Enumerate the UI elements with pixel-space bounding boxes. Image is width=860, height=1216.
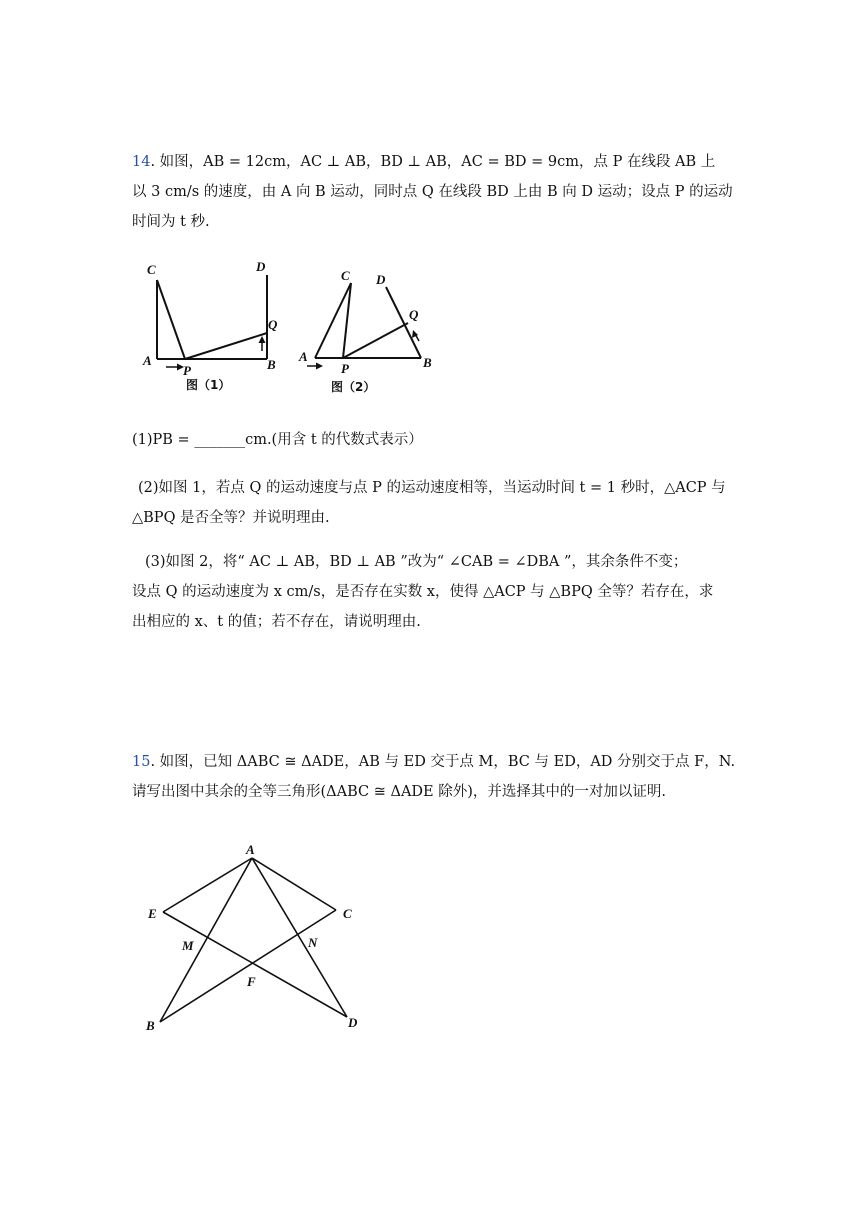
- p15-number: 15: [132, 754, 151, 770]
- p14-question-3-line-1: (3)如图 2，将“ AC ⊥ AB，BD ⊥ AB ”改为“ ∠CAB = ∠DBA ”，其余条件不变；: [145, 554, 688, 570]
- fig2-caption: 图（2）: [331, 380, 376, 394]
- p15-label-f: F: [247, 974, 256, 989]
- p14-number: 14: [132, 154, 151, 170]
- fig1-label-q: Q: [268, 317, 278, 332]
- p14-question-3-line-3: 出相应的 x、t 的值；若不存在，请说明理由.: [132, 614, 421, 630]
- fig1-label-d: D: [256, 259, 266, 274]
- fig2-label-q: Q: [409, 307, 419, 322]
- p14-figure-2: [295, 265, 445, 395]
- p14-question-3-line-2: 设点 Q 的运动速度为 x cm/s，是否存在实数 x，使得 △ACP 与 △BPQ 全等？若存在，求: [132, 584, 714, 600]
- p15-label-c: C: [343, 906, 352, 921]
- p15-label-n: N: [308, 935, 318, 950]
- fig2-label-a: A: [299, 349, 308, 364]
- p14-line-1: [132, 152, 715, 172]
- p14-line-1-text: . 如图，AB = 12cm，AC ⊥ AB，BD ⊥ AB，AC = BD = 9cm，点 P 在线段 AB 上: [150, 154, 716, 170]
- p15-label-a: A: [246, 842, 255, 857]
- p14-line-3: 时间为 t 秒.: [132, 214, 210, 230]
- fig2-label-p: P: [341, 361, 349, 376]
- p15-line-2: 请写出图中其余的全等三角形(ΔABC ≅ ΔADE 除外)，并选择其中的一对加以证明.: [132, 784, 667, 800]
- fig2-label-c: C: [341, 268, 350, 283]
- p15-line-1: [132, 752, 735, 772]
- fig2-label-b: B: [423, 355, 432, 370]
- p15-label-b: B: [146, 1018, 155, 1033]
- p15-label-e: E: [148, 906, 157, 921]
- p15-label-m: M: [182, 938, 194, 953]
- p14-question-2-line-1: (2)如图 1，若点 Q 的运动速度与点 P 的运动速度相等，当运动时间 t = 1 秒时，△ACP 与: [138, 480, 726, 496]
- p15-label-d: D: [348, 1015, 358, 1030]
- p15-figure: [140, 838, 380, 1038]
- fig1-label-a: A: [143, 353, 152, 368]
- fig2-label-d: D: [376, 272, 386, 287]
- p14-question-1: (1)PB = _______cm.(用含 t 的代数式表示）: [132, 432, 423, 448]
- fig1-label-c: C: [147, 262, 156, 277]
- p14-question-2-line-2: △BPQ 是否全等？并说明理由.: [132, 510, 330, 526]
- fig1-caption: 图（1）: [186, 378, 231, 392]
- fig1-label-p: P: [183, 363, 191, 378]
- p14-figure-1: [140, 255, 290, 395]
- fig1-label-b: B: [267, 357, 276, 372]
- p14-line-2: 以 3 cm/s 的速度，由 A 向 B 运动，同时点 Q 在线段 BD 上由 B 向 D 运动；设点 P 的运动: [132, 184, 733, 200]
- p15-line-1-text: . 如图，已知 ΔABC ≅ ΔADE，AB 与 ED 交于点 M，BC 与 ED，AD 分别交于点 F，N.: [150, 754, 736, 770]
